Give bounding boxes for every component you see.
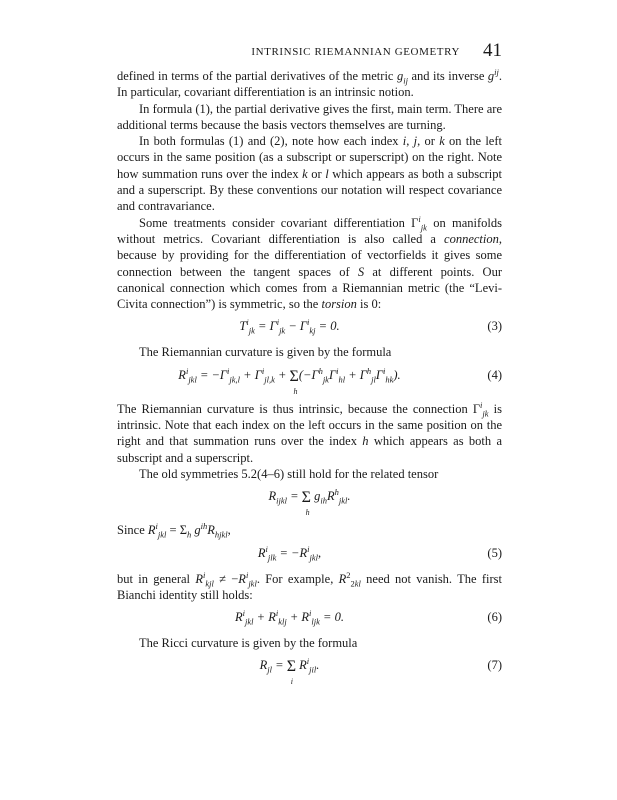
paragraph-1: defined in terms of the partial derivatives of the metric $g_{ij}$ and its inverse $g^{ij}$. In particular, covariant differentiation is an intrinsic notion.: [117, 66, 502, 100]
equation-4: [117, 367, 502, 395]
paragraph-10: The Ricci curvature is given by the formula: [139, 636, 358, 651]
paragraph-5: The Riemannian curvature is given by the formula: [139, 345, 392, 360]
equation-4-body: $R^i_{jkl} = -\Gamma^i_{jk,l} + \Gamma^i_{jl,k} + \Sigma$ h $(-\Gamma^h_{jk}\Gamma^i_{hl} + \Gamma^h_{jl}\Gamma^i_{hk})$.: [178, 365, 401, 396]
paragraph-2: In formula (1), the partial derivative gives the first, main term. There are additional terms because the basis vectors themselves are turning.: [117, 101, 502, 132]
equation-6-number: (6): [487, 610, 502, 625]
equation-7-number: (7): [487, 658, 502, 673]
paragraph-8: Since $R^i_{jkl} = \Sigma_h$ $g^{ih}R_{hjkl}$,: [117, 521, 231, 540]
equation-5-body: $R^i_{jlk} = -R^i_{jkl}$,: [257, 543, 322, 563]
paragraph-9: but in general $R^i_{kjl} \ne -R^i_{jkl}$. For example, $R^2_{2kl}$ need not vanish. The first Bianchi identity still holds:: [117, 569, 502, 602]
equation-5: [117, 545, 502, 565]
equation-3: [117, 318, 502, 338]
page-number: 41: [483, 40, 502, 61]
equation-tensor-body: $R_{ijkl} = \Sigma$ h $g_{ih}R^h_{jkl}$.: [268, 487, 351, 518]
equation-3-number: (3): [487, 319, 502, 334]
equation-6-body: $R^i_{jkl} + R^i_{klj} + R^i_{ljk} = 0$.: [235, 607, 344, 627]
book-page: [117, 40, 502, 691]
paragraph-3: In both formulas (1) and (2), note how each index i, j, or k on the left occurs in the same position (as a subscript or superscript) on the right. Note how summation runs over the index k or l which appears as both a subscript and a superscript. By these conventions our notation will respect covariance and contravariance.: [117, 134, 502, 214]
running-head: INTRINSIC RIEMANNIAN GEOMETRY: [251, 46, 460, 58]
page-header: [117, 40, 502, 64]
equation-4-number: (4): [487, 367, 502, 382]
equation-6: [117, 609, 502, 629]
equation-tensor: [117, 488, 502, 516]
body-text: [117, 68, 502, 685]
equation-7-body: $R_{jl} = \Sigma$ i $R^i_{jil}$.: [259, 656, 320, 687]
equation-5-number: (5): [487, 545, 502, 560]
paragraph-4: Some treatments consider covariant differentiation $\Gamma^i_{jk}$ on manifolds without metrics. Covariant differentiation is also called a connection, because by providing for the differentiation of vectorfields it gives some connection between the tangent spaces of S at different points. Our canonical connection which comes from a Riemannian metric (the “Levi-Civita connection”) is symmetric, so the torsion is 0:: [117, 213, 502, 312]
equation-7: [117, 657, 502, 685]
paragraph-6: The Riemannian curvature is thus intrinsic, because the connection $\Gamma^i_{jk}$ is intrinsic. Note that each index on the left occurs in the same position on the right and that summation runs over the index h which appears as both a subscript and a superscript.: [117, 399, 502, 465]
equation-3-body: $T^i_{jk} = \Gamma^i_{jk} - \Gamma^i_{kj} = 0$.: [239, 317, 340, 336]
paragraph-7: The old symmetries 5.2(4–6) still hold for the related tensor: [139, 466, 439, 481]
